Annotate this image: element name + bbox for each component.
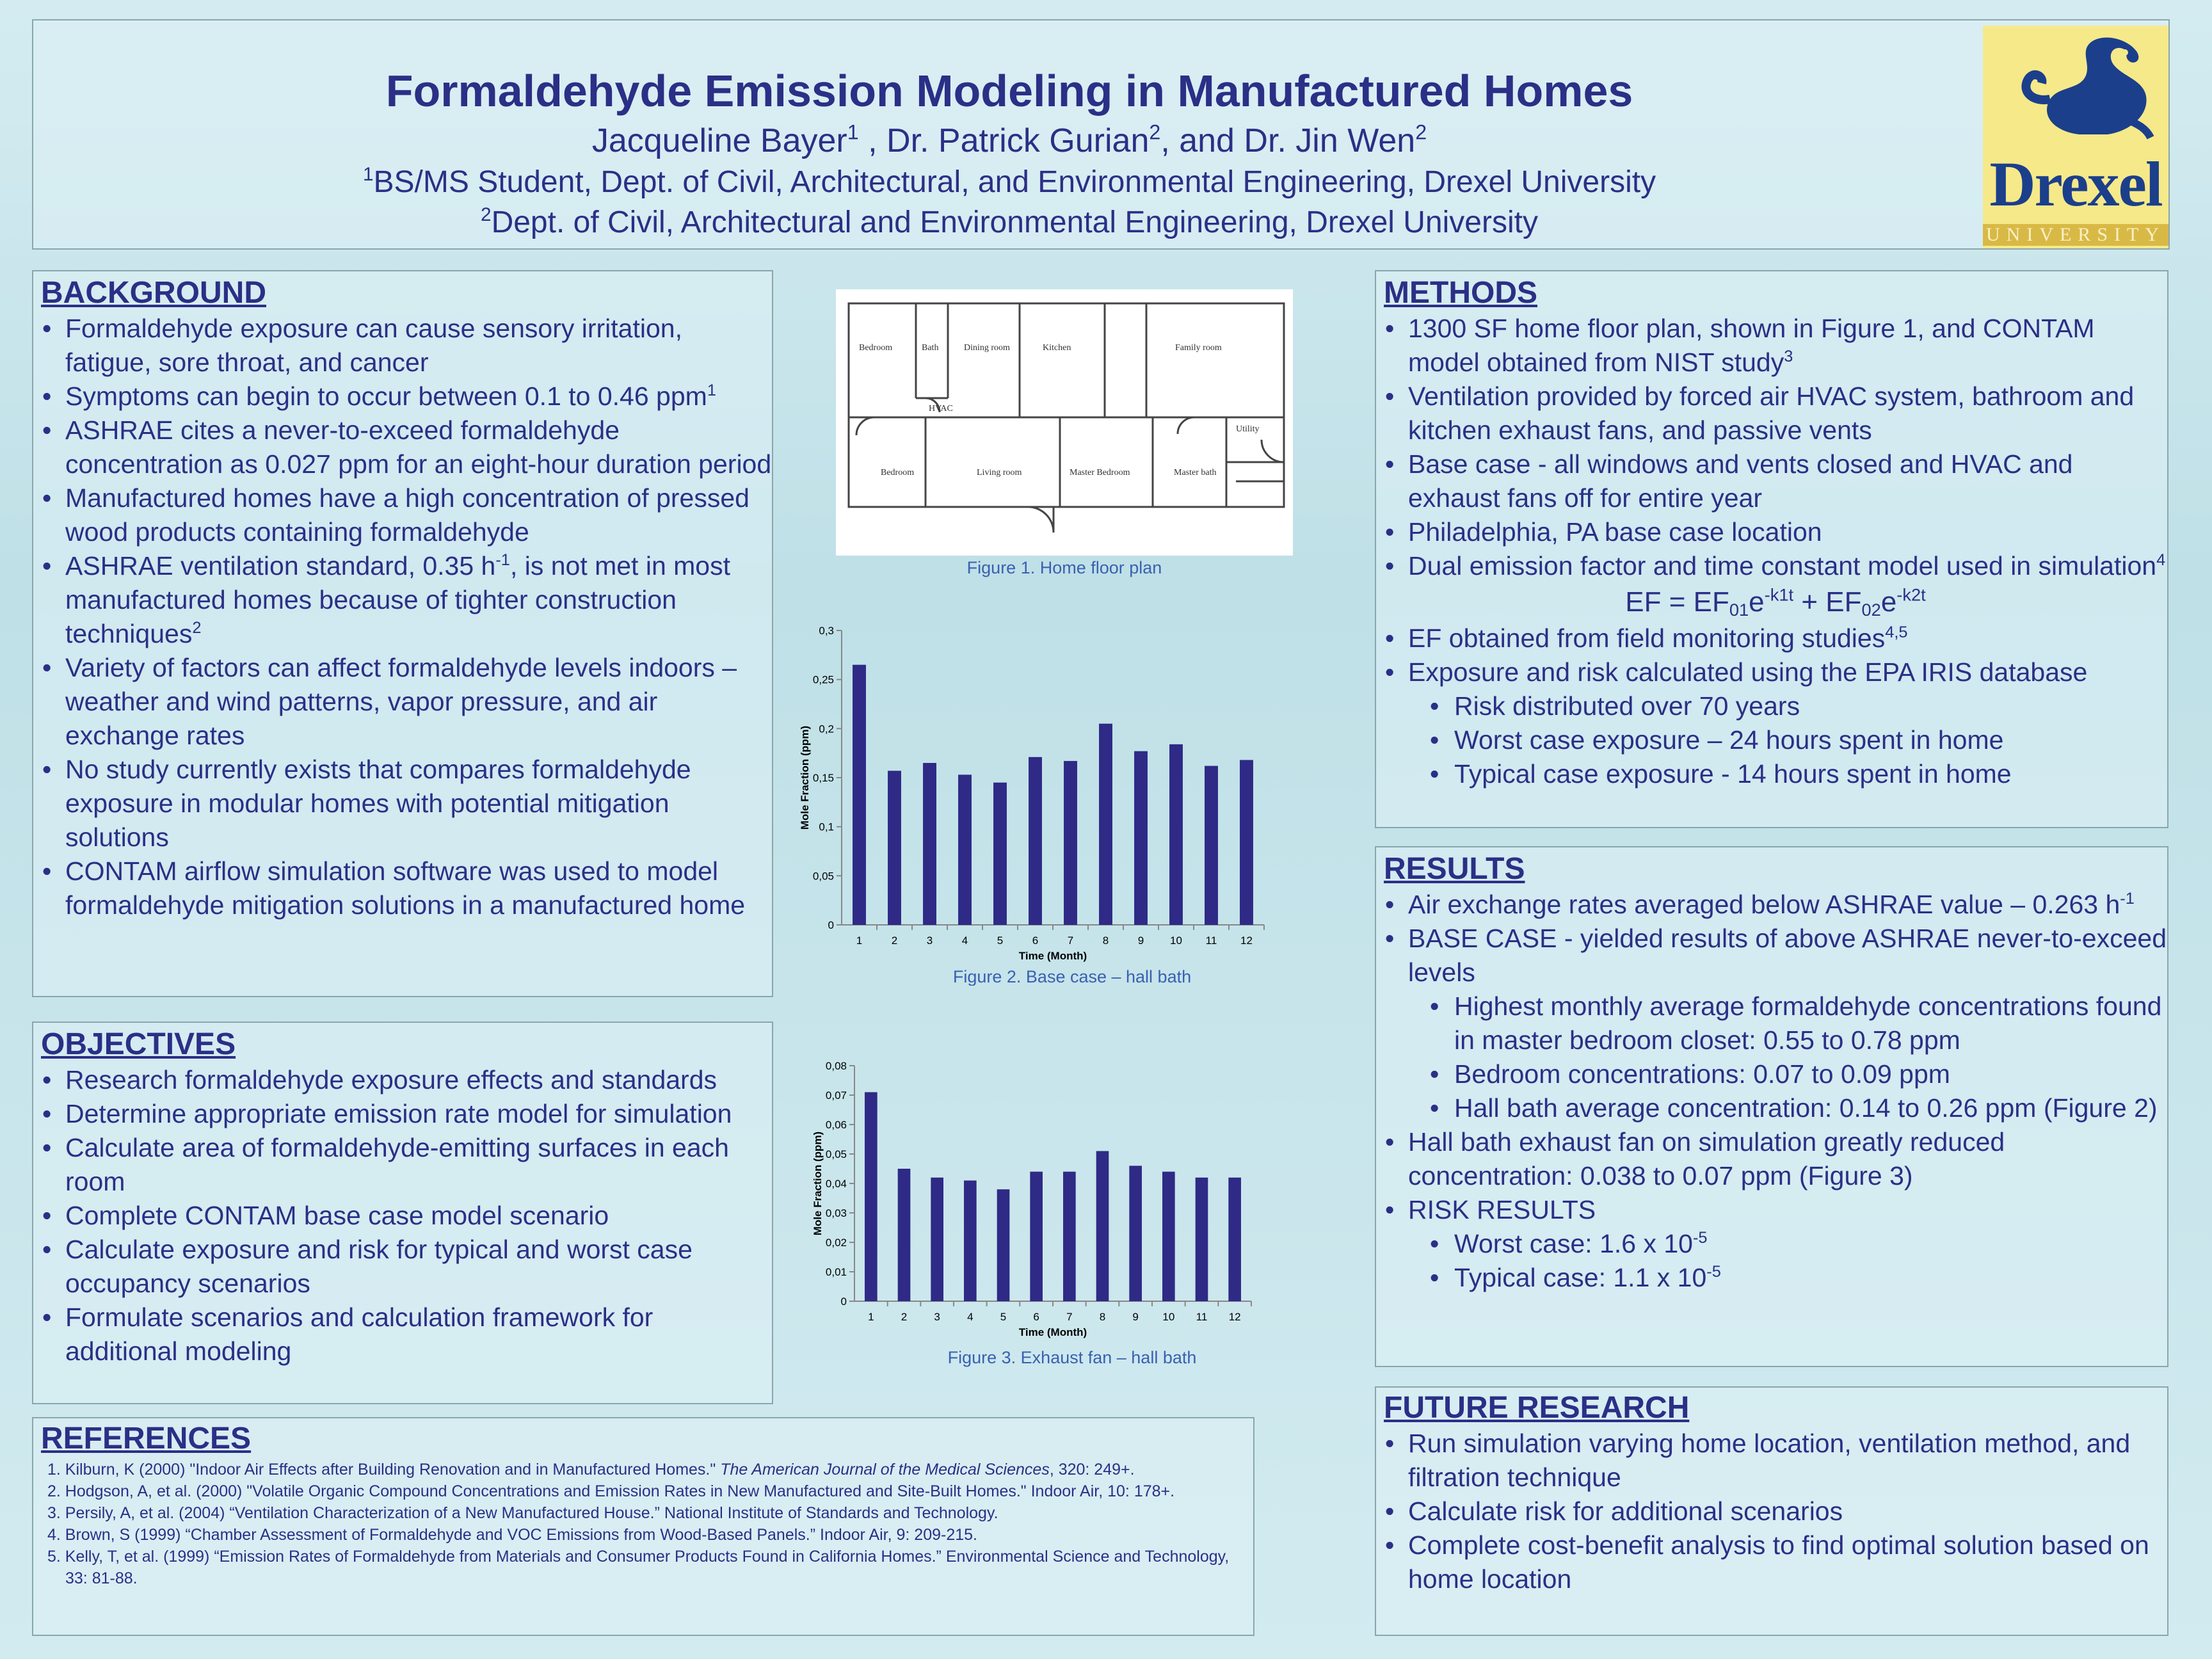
x-tick-label: 5 <box>1000 1311 1007 1323</box>
ref1-journal: The American Journal of the Medical Sciences <box>720 1461 1050 1479</box>
list-item: • RISK RESULTS <box>1384 1193 2167 1227</box>
x-tick-label: 3 <box>934 1311 940 1323</box>
room-label: Master Bedroom <box>1070 468 1130 477</box>
equation-part: -k1t <box>1764 584 1794 605</box>
equation-part: 01 <box>1729 599 1749 620</box>
x-tick-label: 10 <box>1170 934 1182 947</box>
results-title: RESULTS <box>1384 852 1525 886</box>
y-tick-label: 0,3 <box>819 625 834 637</box>
background-list <box>33 312 772 922</box>
bar <box>1096 1151 1109 1301</box>
references-list <box>33 1459 1253 1589</box>
citation: 4,5 <box>1885 623 1908 641</box>
citation: 4 <box>2156 550 2166 569</box>
affiliation-1-marker: 1 <box>362 164 374 186</box>
reference-item: 5. Kelly, T, et al. (1999) “Emission Rates of Formaldehyde from Materials and Consumer Products Found in California Homes.” Environmental Science and Technology, 33: 81-88. <box>47 1548 1230 1587</box>
list-item: • Exposure and risk calculated using the EPA IRIS database <box>1384 655 2167 689</box>
list-item: • Bedroom concentrations: 0.07 to 0.09 ppm <box>1384 1057 2167 1091</box>
x-tick-label: 8 <box>1099 1311 1106 1323</box>
references-title: REFERENCES <box>41 1422 252 1455</box>
bar <box>923 763 936 925</box>
results-section <box>1375 846 2168 1367</box>
y-axis-label: Mole Fraction (ppm) <box>799 725 811 830</box>
chart-caption: Figure 2. Base case – hall bath <box>952 967 1192 986</box>
objectives-title: OBJECTIVES <box>41 1027 236 1061</box>
list-item <box>1384 1261 2167 1295</box>
list-item <box>1384 888 2167 922</box>
bar <box>1129 1166 1142 1301</box>
x-tick-label: 10 <box>1162 1311 1175 1323</box>
bar <box>993 783 1007 925</box>
bar <box>1029 757 1042 925</box>
methods-item-text: 1300 SF home floor plan, shown in Figure 1, and CONTAM model obtained from NIST study <box>1408 314 2095 377</box>
list-item: • Run simulation varying home location, ventilation method, and filtration technique <box>1384 1427 2167 1495</box>
methods-item-text: EF obtained from field monitoring studies <box>1408 623 1886 653</box>
ref1-tail: , 320: 249+. <box>1049 1461 1135 1479</box>
author-bayer-affil: 1 <box>847 120 859 144</box>
bar <box>865 1092 878 1301</box>
room-label: HVAC <box>929 404 953 413</box>
logo-subtitle: UNIVERSITY <box>1983 224 2168 246</box>
exponent: -5 <box>1692 1228 1708 1247</box>
methods-section <box>1375 270 2168 828</box>
reference-item: 3. Persily, A, et al. (2004) “Ventilation Characterization of a New Manufactured House.” National Institute of Standards and Technology. <box>47 1504 998 1522</box>
bar <box>1064 761 1077 925</box>
reference-item <box>47 1459 1253 1480</box>
author-wen: , and Dr. Jin Wen <box>1160 122 1416 159</box>
bar <box>1030 1172 1043 1301</box>
list-item: • Complete CONTAM base case model scenario <box>41 1199 772 1233</box>
equation-part: -k2t <box>1896 584 1926 605</box>
y-tick-label: 0,04 <box>825 1178 847 1190</box>
bar <box>1228 1178 1241 1301</box>
list-item: • Worst case exposure – 24 hours spent in home <box>1384 723 2167 757</box>
list-item: • ASHRAE cites a never-to-exceed formaldehyde concentration as 0.027 ppm for an eight-hour duration period <box>41 413 772 481</box>
room-label: Living room <box>977 468 1022 477</box>
room-label: Family room <box>1175 343 1222 353</box>
figure1-caption: Figure 1. Home floor plan <box>966 558 1162 577</box>
floor-plan-figure <box>836 289 1293 556</box>
x-axis-label: Time (Month) <box>1018 950 1087 962</box>
affiliation-2-marker: 2 <box>481 204 492 226</box>
chart-caption: Figure 3. Exhaust fan – hall bath <box>947 1348 1197 1367</box>
x-tick-label: 9 <box>1132 1311 1139 1323</box>
methods-item-text: Dual emission factor and time constant model used in simulation <box>1408 551 2157 581</box>
bar <box>1205 766 1218 925</box>
future-list <box>1376 1427 2167 1596</box>
y-tick-label: 0,01 <box>825 1266 847 1278</box>
bar <box>898 1169 911 1301</box>
results-list <box>1376 888 2167 1295</box>
equation-part: e <box>1880 586 1897 618</box>
bg-item-2-text: Symptoms can begin to occur between 0.1 to 0.46 ppm <box>65 381 707 411</box>
bg-item-5-cite: 2 <box>192 618 202 637</box>
x-tick-label: 6 <box>1032 934 1039 947</box>
author-wen-affil: 2 <box>1415 120 1427 144</box>
y-tick-label: 0,05 <box>825 1148 847 1160</box>
dragon-icon <box>1983 26 2168 147</box>
room-label: Master bath <box>1174 468 1217 477</box>
equation-part: EF = EF <box>1625 586 1729 618</box>
x-tick-label: 4 <box>967 1311 974 1323</box>
y-tick-label: 0,05 <box>812 870 834 883</box>
y-tick-label: 0,07 <box>825 1089 847 1102</box>
y-tick-label: 0 <box>828 919 834 931</box>
y-tick-label: 0,1 <box>819 821 834 833</box>
equation-part: 02 <box>1861 599 1881 620</box>
x-tick-label: 1 <box>856 934 863 947</box>
y-tick-label: 0 <box>840 1295 847 1308</box>
y-tick-label: 0,25 <box>812 673 834 686</box>
bar <box>958 774 972 925</box>
authors-line <box>33 122 1985 160</box>
reference-item: 2. Hodgson, A, et al. (2000) "Volatile Organic Compound Concentrations and Emission Rates in New Manufactured and Site-Built Homes." Indoor Air, 10: 178+. <box>47 1482 1175 1500</box>
list-item: • Highest monthly average formaldehyde concentrations found in master bedroom closet: 0.55 to 0.78 ppm <box>1384 990 2167 1057</box>
list-item: • Determine appropriate emission rate model for simulation <box>41 1097 772 1131</box>
author-bayer: Jacqueline Bayer <box>591 122 847 159</box>
citation: 3 <box>1784 347 1793 365</box>
results-item-text: Typical case: 1.1 x 10 <box>1454 1263 1707 1292</box>
y-tick-label: 0,02 <box>825 1237 847 1249</box>
bar <box>1240 760 1253 925</box>
floor-plan-drawing <box>836 289 1293 556</box>
exponent: -5 <box>1706 1262 1721 1281</box>
bar <box>1063 1172 1076 1301</box>
results-item-text: Air exchange rates averaged below ASHRAE value – 0.263 h <box>1408 890 2120 919</box>
list-item: • Hall bath exhaust fan on simulation greatly reduced concentration: 0.038 to 0.07 ppm (Figure 3) <box>1384 1125 2167 1193</box>
bar <box>1196 1178 1208 1301</box>
bar <box>853 665 866 925</box>
list-item: • Formulate scenarios and calculation framework for additional modeling <box>41 1301 772 1368</box>
list-item: • Base case - all windows and vents closed and HVAC and exhaust fans off for entire year <box>1384 447 2167 515</box>
future-research-title: FUTURE RESEARCH <box>1384 1391 1690 1425</box>
background-title: BACKGROUND <box>41 276 266 310</box>
bar <box>888 771 901 925</box>
x-tick-label: 5 <box>997 934 1004 947</box>
y-tick-label: 0,08 <box>825 1060 847 1072</box>
list-item <box>1384 1227 2167 1261</box>
list-item: • Philadelphia, PA base case location <box>1384 515 2167 549</box>
list-item: • Calculate exposure and risk for typical and worst case occupancy scenarios <box>41 1233 772 1301</box>
affiliation-1 <box>33 164 1985 200</box>
poster-title: Formaldehyde Emission Modeling in Manufactured Homes <box>385 66 1633 116</box>
bar <box>964 1180 977 1301</box>
results-item-text: Worst case: 1.6 x 10 <box>1454 1229 1693 1258</box>
room-label: Kitchen <box>1043 343 1071 353</box>
x-tick-label: 1 <box>868 1311 874 1323</box>
y-tick-label: 0,06 <box>825 1119 847 1131</box>
x-tick-label: 2 <box>891 934 898 947</box>
references-section <box>32 1417 1254 1636</box>
exhaust-fan-chart <box>806 1050 1357 1370</box>
x-tick-label: 6 <box>1033 1311 1039 1323</box>
list-item: • BASE CASE - yielded results of above ASHRAE never-to-exceed levels <box>1384 922 2167 990</box>
x-tick-label: 12 <box>1240 934 1253 947</box>
base-case-chart <box>794 614 1344 986</box>
author-gurian: , Dr. Patrick Gurian <box>858 122 1150 159</box>
list-item <box>1384 621 2167 655</box>
list-item: • Manufactured homes have a high concentration of pressed wood products containing formaldehyde <box>41 481 772 549</box>
bar <box>1099 724 1112 925</box>
x-tick-label: 8 <box>1102 934 1109 947</box>
list-item: • Calculate risk for additional scenarios <box>1384 1495 2167 1528</box>
y-tick-label: 0,03 <box>825 1207 847 1219</box>
room-label: Utility <box>1236 424 1260 434</box>
bar <box>1169 744 1183 925</box>
x-tick-label: 12 <box>1228 1311 1241 1323</box>
x-tick-label: 11 <box>1196 1311 1208 1323</box>
bar <box>1162 1172 1175 1301</box>
list-item: • Complete cost-benefit analysis to find optimal solution based on home location <box>1384 1528 2167 1596</box>
x-tick-label: 7 <box>1067 934 1074 947</box>
y-tick-label: 0,15 <box>812 772 834 784</box>
list-item <box>1384 549 2167 583</box>
bg-item-5-text: ASHRAE ventilation standard, 0.35 h <box>65 551 496 581</box>
reference-item: 4. Brown, S (1999) “Chamber Assessment of Formaldehyde and VOC Emissions from Wood-Based Panels.” Indoor Air, 9: 209-215. <box>47 1526 978 1544</box>
x-axis-label: Time (Month) <box>1018 1326 1087 1338</box>
list-item: • Typical case exposure - 14 hours spent in home <box>1384 757 2167 791</box>
bg-item-5-unit: -1 <box>495 550 510 569</box>
list-item: • Risk distributed over 70 years <box>1384 689 2167 723</box>
bg-item-5-rest: , is not met in most manufactured homes because of tighter construction techniques <box>65 551 730 648</box>
x-tick-label: 9 <box>1137 934 1144 947</box>
x-tick-label: 4 <box>961 934 968 947</box>
room-label: Bath <box>922 343 939 353</box>
unit-exponent: -1 <box>2120 889 2135 908</box>
equation-part: + EF <box>1793 586 1862 618</box>
background-section <box>32 270 773 997</box>
future-research-section <box>1375 1386 2168 1636</box>
drexel-logo <box>1983 26 2168 248</box>
list-item: • Variety of factors can affect formaldehyde levels indoors – weather and wind patterns, vapor pressure, and air exchange rates <box>41 651 772 753</box>
list-item: • Hall bath average concentration: 0.14 to 0.26 ppm (Figure 2) <box>1384 1091 2167 1125</box>
x-tick-label: 3 <box>926 934 933 947</box>
equation-part: e <box>1749 586 1765 618</box>
list-item <box>41 380 772 413</box>
list-item: • Ventilation provided by forced air HVAC system, bathroom and kitchen exhaust fans, and passive vents <box>1384 380 2167 447</box>
objectives-section <box>32 1022 773 1404</box>
list-item: • Research formaldehyde exposure effects and standards <box>41 1063 772 1097</box>
affiliation-2 <box>33 205 1985 240</box>
y-axis-label: Mole Fraction (ppm) <box>812 1131 824 1236</box>
bar <box>997 1189 1010 1301</box>
bar <box>1134 751 1148 925</box>
methods-list <box>1376 312 2167 791</box>
bar <box>931 1178 943 1301</box>
room-label: Dining room <box>964 343 1010 353</box>
header-panel <box>32 19 2170 250</box>
ref1-text: 1. Kilburn, K (2000) "Indoor Air Effects after Building Renovation and in Manufactured Homes." <box>47 1461 721 1479</box>
list-item <box>41 549 772 651</box>
room-label: Bedroom <box>859 343 893 353</box>
x-tick-label: 7 <box>1066 1311 1073 1323</box>
list-item <box>1384 312 2167 380</box>
list-item: • CONTAM airflow simulation software was used to model formaldehyde mitigation solutions in a manufactured home <box>41 854 772 922</box>
emission-equation <box>1384 583 2167 621</box>
objectives-list <box>33 1063 772 1368</box>
x-tick-label: 2 <box>901 1311 908 1323</box>
affiliation-2-text: Dept. of Civil, Architectural and Environmental Engineering, Drexel University <box>491 205 1538 239</box>
logo-wordmark: Drexel <box>1989 148 2162 220</box>
author-gurian-affil: 2 <box>1149 120 1161 144</box>
bg-item-2-cite: 1 <box>707 381 716 399</box>
methods-title: METHODS <box>1384 276 1537 310</box>
affiliation-1-text: BS/MS Student, Dept. of Civil, Architectural, and Environmental Engineering, Drexel University <box>373 165 1656 199</box>
list-item: • Formaldehyde exposure can cause sensory irritation, fatigue, sore throat, and cancer <box>41 312 772 380</box>
list-item: • Calculate area of formaldehyde-emitting surfaces in each room <box>41 1131 772 1199</box>
room-label: Bedroom <box>881 468 915 477</box>
y-tick-label: 0,2 <box>819 723 834 735</box>
list-item: • No study currently exists that compares formaldehyde exposure in modular homes with potential mitigation solutions <box>41 753 772 854</box>
x-tick-label: 11 <box>1205 934 1217 947</box>
